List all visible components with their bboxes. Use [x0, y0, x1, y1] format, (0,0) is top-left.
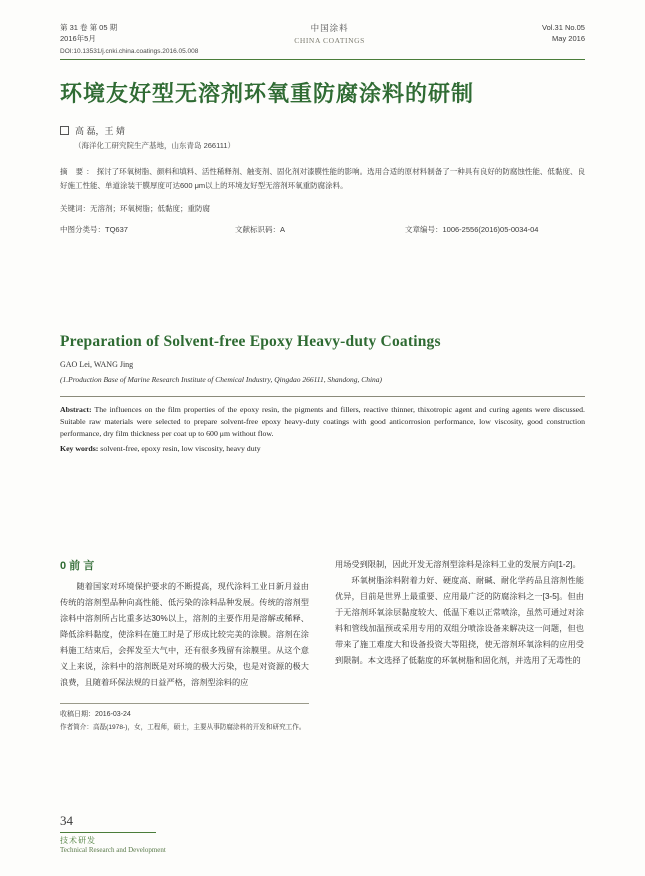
author-bio: 作者简介：高磊(1978-)，女，工程师，硕士，主要从事防腐涂料的开发和研究工作。 — [60, 724, 306, 732]
body-columns — [60, 557, 585, 733]
keywords-en-text: solvent-free, epoxy resin, low viscosity, heavy duty — [98, 444, 261, 454]
footer-divider — [60, 832, 156, 833]
date-en: May 2016 — [552, 34, 585, 44]
masthead-center — [294, 22, 365, 46]
abstract-cn-text: 探讨了环氧树脂、颜料和填料、活性稀释剂、触变剂、固化剂对漆膜性能的影响。选用合适的原材料制备了一种具有良好的防腐蚀性能、低黏度、良好施工性能、单道涂装干膜厚度可达600 μm以上的环境友好型无溶剂环氧重防腐涂料。 — [60, 166, 585, 190]
classification-row — [60, 224, 585, 235]
journal-name-en: CHINA COATINGS — [294, 35, 365, 45]
authors-cn: 高 磊，王 婧 — [75, 125, 126, 136]
keywords-en-label: Key words: — [60, 444, 99, 454]
body-paragraph: 环氧树脂涂料附着力好、硬度高、耐碱、耐化学药品且溶剂性能优异，目前是世界上最重要、应用最广泛的防腐涂料之一[3-5]。但由于无溶剂环氧涂层黏度较大、低温下难以正常喷涂，虽然可通过对涂料和管线加温预或采用专用的双组分喷涂设备来解决这一问题，但也带来了施工难度大和设备投资大等阻挠，使无溶剂环氧涂料的应用受到限制。本文选择了低黏度的环氧树脂和固化剂，并选用了无毒性的 — [335, 576, 584, 666]
abstract-cn — [60, 165, 585, 193]
keywords-cn-text: 无溶剂；环氧树脂；低黏度；重防腐 — [90, 203, 210, 213]
abstract-cn-label: 摘 要： — [60, 166, 97, 176]
abstract-en — [60, 396, 585, 440]
page-footer — [60, 813, 585, 854]
date-cn: 2016年5月 — [60, 34, 96, 44]
english-block — [60, 333, 585, 453]
abstract-en-label: Abstract: — [60, 405, 92, 415]
header-divider — [60, 59, 585, 60]
footer-section-cn: 技术研发 — [60, 836, 96, 845]
journal-name-cn: 中国涂料 — [310, 23, 349, 33]
masthead-right — [542, 22, 585, 45]
masthead — [60, 22, 585, 46]
document-code: 文献标识码：A — [235, 225, 286, 235]
abstract-en-text: The influences on the film properties of the epoxy resin, the pigments and fillers, reactive thinner, thixotropic agent and curing agents were discussed. Suitable raw materials were selected to prepare solvent-free epoxy heavy-duty coatings with good anticorrosion performance, low viscosity, good construction performance, dry film thickness per coat up to 600 μm without flow. — [60, 405, 585, 439]
clc-number: 中图分类号：TQ637 — [60, 225, 128, 235]
footer-section-en: Technical Research and Development — [60, 846, 166, 854]
volume-en: Vol.31 No.05 — [542, 23, 585, 32]
section-heading-intro: 0 前 言 — [60, 560, 95, 573]
page-title-cn: 环境友好型无溶剂环氧重防腐涂料的研制 — [60, 81, 475, 106]
article-id: 文章编号：1006-2556(2016)05-0034-04 — [405, 225, 539, 235]
authors-en: GAO Lei, WANG Jing — [60, 360, 134, 370]
received-date: 收稿日期：2016-03-24 — [60, 703, 309, 719]
affiliation-cn: （海洋化工研究院生产基地，山东青岛 266111） — [74, 140, 235, 150]
keywords-en — [60, 444, 585, 453]
page-number: 34 — [60, 813, 73, 828]
keywords-cn — [60, 202, 585, 216]
authors-cn-row — [60, 124, 585, 137]
body-paragraph: 用场受到限制，因此开发无溶剂型涂料是涂料工业的发展方向[1-2]。 — [335, 560, 581, 570]
page-title-en: Preparation of Solvent-free Epoxy Heavy-duty Coatings — [60, 333, 441, 351]
volume-cn: 第 31 卷 第 05 期 — [60, 23, 118, 32]
bullet-square-icon — [60, 126, 69, 135]
affiliation-en: (1.Production Base of Marine Research Institute of Chemical Industry, Qingdao 266111, Shandong, China) — [60, 375, 383, 385]
keywords-cn-label: 关键词： — [60, 203, 90, 213]
doi-line: DOI:10.13531/j.cnki.china.coatings.2016.05.008 — [60, 48, 199, 55]
body-column-left — [60, 557, 309, 733]
page-content — [60, 22, 585, 734]
body-paragraph: 随着国家对环境保护要求的不断提高，现代涂料工业日新月益由传统的溶剂型品种向高性能、低污染的涂料品种发展。传统的溶剂型涂料中溶剂所占比重多达30%以上，溶剂的主要作用是溶解或稀释、降低涂料黏度，使涂料在施工时是了形成比较完美的涂膜。溶剂在涂料施工结束后，会挥发至大气中，还有很多残留有涂膜里。从这个意义上来说，涂料中的溶剂既是对环境的极大污染，也是对资源的极大浪费，且随着环保法规的日益严格，溶剂型涂料的应 — [60, 582, 309, 688]
masthead-left — [60, 22, 117, 45]
body-column-right — [335, 557, 584, 733]
